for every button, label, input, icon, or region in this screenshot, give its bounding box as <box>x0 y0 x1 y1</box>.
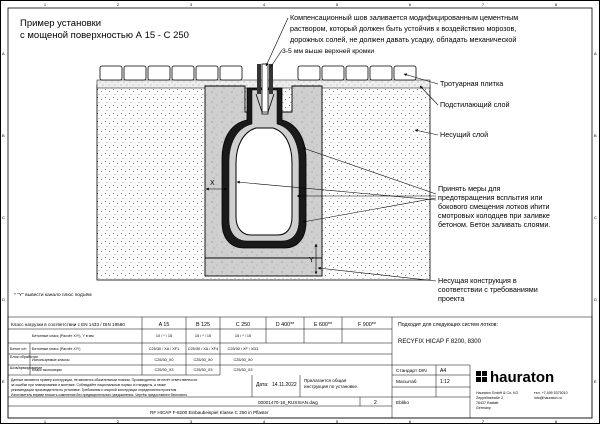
table-cell: C25/30_X3 <box>154 368 174 372</box>
table-left-label-1: Бетон с/н <box>10 347 27 351</box>
applies-label: Подходит для следующих систем лотков: <box>398 322 498 328</box>
frame-number-bottom: 8 <box>554 419 558 424</box>
label-bearing: Несущий слой <box>440 130 489 139</box>
label-measures-line1: Принять меры для <box>438 184 501 193</box>
frame-letter-left: C <box>2 215 5 220</box>
table-left-label-3: Шов/армирование <box>10 366 43 370</box>
class-header: D 400** <box>275 322 295 328</box>
company-line3: 76437 Rastatt <box>476 401 499 405</box>
drawing-title-line2: с мощеной поверхностью А 15 - С 250 <box>20 30 189 41</box>
table-cell: C25/30_X3 <box>193 368 213 372</box>
table-header-left: Класс нагрузки в соответствии с EN 1433 / DIN 19580 <box>11 322 125 327</box>
frame-letter-right: B <box>594 133 597 138</box>
table-left-label-2: Блок обработки <box>10 355 38 359</box>
frame-number-top: 5 <box>335 2 339 7</box>
frame-number-top: 4 <box>262 2 266 7</box>
note-line1: Прилагается общая <box>304 378 347 383</box>
note-joint-line4: 3-5 мм выше верхней кромки <box>282 48 375 55</box>
table-cell: C25/30 / XA / XF4 <box>187 347 219 351</box>
frame-letter-left: B <box>2 133 5 138</box>
company-line1: Hauraton GmbH & Co. KG <box>476 391 519 395</box>
frame-number-bottom: 6 <box>408 419 412 424</box>
label-structure-line1: Несущая конструкция в <box>438 276 517 285</box>
table-row-label: Класс экспозиции <box>32 368 62 372</box>
frame-number-bottom: 2 <box>116 419 120 424</box>
table-cell: 15 / * / 15 <box>234 334 252 338</box>
frame-number-top: 1 <box>43 2 47 7</box>
frame-number-top: 7 <box>481 2 485 7</box>
table-row-label: Бетонные класс (Расчёт X/Y) <box>32 347 81 351</box>
label-measures-line4: смотровых колодцев при заливке <box>438 211 550 220</box>
label-measures-line2: предотвращения всплытия или <box>438 193 543 202</box>
table-cell: C25/30 / XA / XF1 <box>148 347 180 351</box>
frame-number-top: 3 <box>189 2 193 7</box>
date-label: Дата: <box>256 382 269 388</box>
table-cell: 10 / * / 15 <box>155 334 173 338</box>
label-structure-line2: соответствии с требованиями <box>438 285 538 294</box>
label-measures-line3: бокового смещения лотков иhити <box>438 202 550 211</box>
frame-letter-right: C <box>594 215 597 220</box>
sheet-number: 2 <box>374 400 377 406</box>
footnote: * "Y" вывести канало плюс подъём <box>14 293 92 298</box>
drawing-title-line1: Пример установки <box>20 18 102 29</box>
company-line2: Zeppelinstraße 2 <box>476 396 503 400</box>
class-header: C 250 <box>235 322 251 328</box>
drawing-file: RF HICAP F-8200 Einbaubeispiel Klasse C 250 in Pflaster <box>150 410 269 415</box>
note-line2: инструкция по установке. <box>304 384 359 389</box>
class-header: F 900** <box>358 322 376 328</box>
table-cell: C25/30_X0 <box>193 358 213 362</box>
frame-letter-right: D <box>594 297 597 302</box>
frame-letter-right: E <box>594 379 597 384</box>
table-row-label: Бетонные класс (Расчёт X/Y), Y в мм <box>32 334 94 338</box>
scale-value: 1:12 <box>440 379 450 385</box>
scale-label: Масштаб <box>396 380 417 385</box>
table-cell: 15 / * / 15 <box>194 334 212 338</box>
drawing-number: 00001470-18_RUSSIAN.dwg <box>258 400 318 405</box>
brand-name: hauraton <box>490 369 555 386</box>
frame-number-top: 6 <box>408 2 412 7</box>
class-header: A 15 <box>158 322 170 328</box>
table-row-label: Используемые классы <box>32 358 70 362</box>
label-tile: Тротуарная плитка <box>440 79 504 88</box>
class-header: E 600** <box>313 322 333 328</box>
table-cell: C25/30 / XF / XD3 <box>227 347 259 351</box>
note-joint-line2: раствором, который должен быть устойчив к воздействию морозов, <box>290 24 517 33</box>
edition-label: Ebliko <box>396 401 410 406</box>
frame-number-bottom: 4 <box>262 419 266 424</box>
table-cell: C25/30_X0 <box>233 358 253 362</box>
frame-number-bottom: 5 <box>335 419 339 424</box>
fine-print-line4: Изготовитель вправе вносить изменения без предварительного уведомления. Чертёж предоставлен бесплатно. <box>11 393 189 397</box>
table-cell: C25/30_X0 <box>154 358 174 362</box>
frame-number-bottom: 3 <box>189 419 193 424</box>
label-measures-line5: бетоном. Бетон заливать слоями. <box>438 220 551 229</box>
label-sublayer: Подстилающий слой <box>440 100 510 109</box>
frame-number-bottom: 7 <box>481 419 485 424</box>
standard-value: A4 <box>440 368 447 374</box>
frame-number-bottom: 1 <box>43 419 47 424</box>
label-structure-line3: проекта <box>438 294 465 303</box>
fine-print-line3: рекомендации производителя по установке. Требования к опорной конструкции определяются проектом. <box>11 388 178 392</box>
fine-print-line1: Данные являются пример конструкции, не являются обязательным планом. Производитель не несёт ответственности <box>11 378 198 382</box>
fine-print-line2: за ошибки при планировании и монтаже. Соблюдайте национальные нормы и стандарты, а также <box>11 383 166 387</box>
dimension-y-label: Y <box>309 257 314 264</box>
company-line4: Germany <box>476 406 491 410</box>
date-value: 14.11.2022 <box>272 382 297 388</box>
frame-letter-left: E <box>2 379 5 384</box>
frame-letter-right: A <box>594 51 597 56</box>
note-joint-line3: дорожных солей, не должен давать усадку, обладать механической <box>290 35 517 44</box>
class-header: B 125 <box>195 322 211 328</box>
frame-letter-left: A <box>2 51 5 56</box>
frame-number-top: 2 <box>116 2 120 7</box>
system-name: RECYFIX HICAP F 8200, 8300 <box>398 339 481 345</box>
bearing-structure <box>205 258 322 276</box>
dimension-x-label: X <box>210 180 215 187</box>
contact-line1: тел. +7 495 5375010 <box>534 391 568 395</box>
frame-number-top: 8 <box>554 2 558 7</box>
standard-label: Стандарт DIN <box>396 369 427 374</box>
table-cell: C25/30_X3 <box>233 368 253 372</box>
note-joint-line1: Компенсационный шов заливается модифицированным цементным <box>290 13 519 22</box>
frame-letter-left: D <box>2 297 5 302</box>
contact-line2: info@hauraton.ru <box>534 396 562 400</box>
